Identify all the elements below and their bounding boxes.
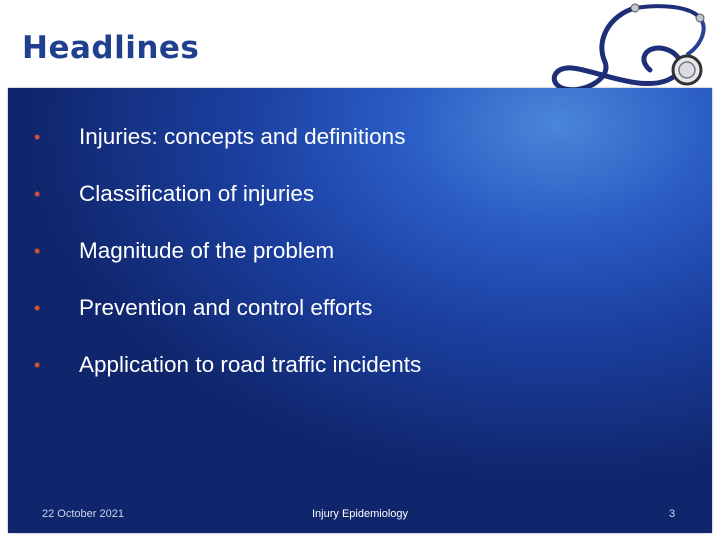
bullet-text: Prevention and control efforts: [79, 295, 373, 320]
footer-title: Injury Epidemiology: [312, 508, 408, 520]
bullet-marker: •: [34, 127, 41, 147]
slide-title: Headlines: [22, 30, 200, 66]
bullet-text: Injuries: concepts and definitions: [79, 124, 406, 149]
bullet-text: Application to road traffic incidents: [79, 352, 422, 377]
bullet-text: Magnitude of the problem: [79, 238, 335, 263]
bullet-marker: •: [34, 298, 41, 318]
bullet-marker: •: [34, 241, 41, 261]
bullet-marker: •: [34, 355, 41, 375]
footer-date: 22 October 2021: [42, 508, 124, 520]
page-number: 3: [669, 508, 676, 520]
bullet-marker: •: [34, 184, 41, 204]
bullet-text: Classification of injuries: [79, 181, 315, 206]
